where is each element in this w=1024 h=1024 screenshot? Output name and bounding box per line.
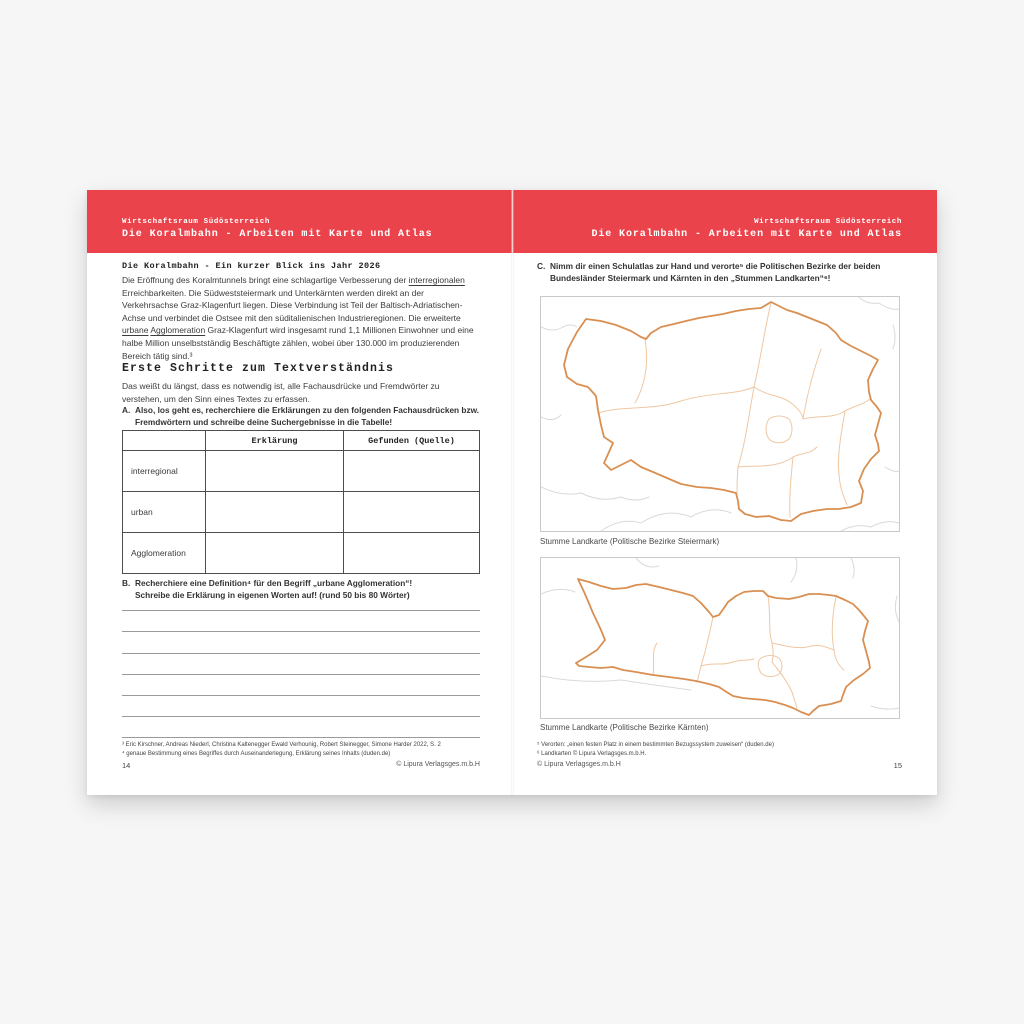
map-kaernten: [540, 557, 900, 719]
intro-underlined-term: interregionalen: [408, 275, 465, 285]
steiermark-outline: [564, 302, 881, 521]
answer-lines: [122, 590, 480, 738]
book-spread: [87, 190, 937, 795]
map1-caption: Stumme Landkarte (Politische Bezirke Steiermark): [540, 537, 720, 546]
intro-seg: Graz-Klagenfurt wird insgesamt rund 1,1 Millionen Einwohner und eine halbe Million unselbstständig Beschäftigte zählen, wobei über 130.000 im produzierenden Bereich tätig sind.³: [122, 325, 474, 361]
left-header-band: [87, 190, 512, 253]
table-cell-blank: [206, 533, 344, 574]
table-header-quelle: Gefunden (Quelle): [344, 431, 480, 451]
table-cell-blank: [206, 492, 344, 533]
section1-title: Die Koralmbahn - Ein kurzer Blick ins Jahr 2026: [122, 261, 381, 271]
table-term: interregional: [123, 451, 206, 492]
map-steiermark: [540, 296, 900, 532]
table-term: Agglomeration: [123, 533, 206, 574]
answer-line: [122, 696, 480, 717]
right-header-kicker: Wirtschaftsraum Südösterreich: [754, 218, 902, 226]
page-number: 15: [893, 761, 902, 770]
page-right: [512, 190, 937, 795]
left-page-footer: [122, 761, 480, 770]
task-b-line1: Recherchiere eine Definition⁴ für den Begriff „urbane Agglomeration“!: [135, 578, 413, 588]
kaernten-map-svg: [541, 558, 899, 718]
task-c: [537, 261, 905, 284]
section2-title: Erste Schritte zum Textverständnis: [122, 362, 395, 375]
district-borders: [653, 596, 844, 708]
table-cell-blank: [344, 492, 480, 533]
footnote: ⁵ Verorten: „einen festen Platz in einem bestimmten Bezugssystem zuweisen“ (duden.de): [537, 742, 774, 748]
table-term: urban: [123, 492, 206, 533]
intro-seg: Erreichbarkeiten. Die Südweststeiermark und Unterkärnten werden direkt an der Verkehrsachse Graz-Klagenfurt liegen. Diese Verbindung ist Teil der Baltisch-Adriatischen-Achse und verbindet die Ostsee mit den süditalienischen Industrieregionen. Die erweiterte: [122, 287, 463, 323]
steiermark-map-svg: [541, 297, 899, 531]
footnote: ⁴ genaue Bestimmung eines Begriffes durch Auseinanderlegung, Erklärung seines Inhalts (duden.de): [122, 750, 391, 757]
table-cell-blank: [344, 451, 480, 492]
table-row: [123, 492, 480, 533]
intro-seg: Die Eröffnung des Koralmtunnels bringt eine schlagartige Verbesserung der: [122, 275, 409, 285]
neighbor-borders: [541, 297, 899, 531]
table-header-term: [123, 431, 206, 451]
answer-line: [122, 590, 480, 611]
table-cell-blank: [206, 451, 344, 492]
intro-underlined-term: Agglomeration: [150, 325, 206, 336]
right-page-footer: [537, 761, 902, 770]
left-header-title: Die Koralmbahn - Arbeiten mit Karte und Atlas: [122, 229, 433, 240]
map2-caption: Stumme Landkarte (Politische Bezirke Kärnten): [540, 723, 709, 732]
intro-underlined-term: urbane: [122, 325, 149, 336]
task-a-text: Also, los geht es, recherchiere die Erklärungen zu den folgenden Fachausdrücken bzw. Fremdwörtern und schreibe deine Suchergebnisse in die Tabelle!: [135, 405, 480, 427]
page-number: 14: [122, 761, 131, 770]
table-cell-blank: [344, 533, 480, 574]
copyright: © Lipura Verlagsges.m.b.H: [396, 761, 480, 768]
task-c-label: C.: [537, 261, 546, 271]
table-header-erklaerung: Erklärung: [206, 431, 344, 451]
page-left: [87, 190, 512, 795]
right-footnotes: [537, 741, 907, 758]
task-a-label: A.: [122, 405, 131, 415]
answer-line: [122, 717, 480, 738]
answer-line: [122, 611, 480, 632]
left-footnotes: [122, 741, 482, 758]
answer-line: [122, 675, 480, 696]
table-header-row: [123, 431, 480, 451]
task-a: [122, 405, 482, 428]
table-row: [123, 451, 480, 492]
task-b-label: B.: [122, 578, 131, 588]
task-c-text: Nimm dir einen Schulatlas zur Hand und verorte⁵ die Politischen Bezirke der beiden Bundesländer Steiermark und Kärnten in den „Stummen Landkarten“⁶!: [550, 261, 881, 283]
footnote: ³ Eric Kirschner, Andreas Niederl, Christina Kaltenegger Ewald Verhounig, Robert Steinegger, Simone Harder 2022, S. 2: [122, 742, 441, 748]
right-header-title: Die Koralmbahn - Arbeiten mit Karte und Atlas: [591, 229, 902, 240]
footnote: ⁶ Landkarten © Lipura Verlagsges.m.b.H.: [537, 750, 647, 757]
answer-line: [122, 632, 480, 653]
section2-paragraph: Das weißt du längst, dass es notwendig ist, alle Fachausdrücke und Fremdwörter zu verstehen, um den Sinn eines Textes zu erfassen.: [122, 381, 440, 404]
right-header-band: [512, 190, 937, 253]
task-b-line2: Schreibe die Erklärung in eigenen Worten auf! (rund 50 bis 80 Wörter): [135, 589, 410, 600]
vocabulary-table: [122, 430, 480, 574]
left-header-kicker: Wirtschaftsraum Südösterreich: [122, 218, 270, 226]
table-row: [123, 533, 480, 574]
copyright: © Lipura Verlagsges.m.b.H: [537, 761, 621, 768]
intro-paragraph: [122, 274, 480, 362]
answer-line: [122, 654, 480, 675]
